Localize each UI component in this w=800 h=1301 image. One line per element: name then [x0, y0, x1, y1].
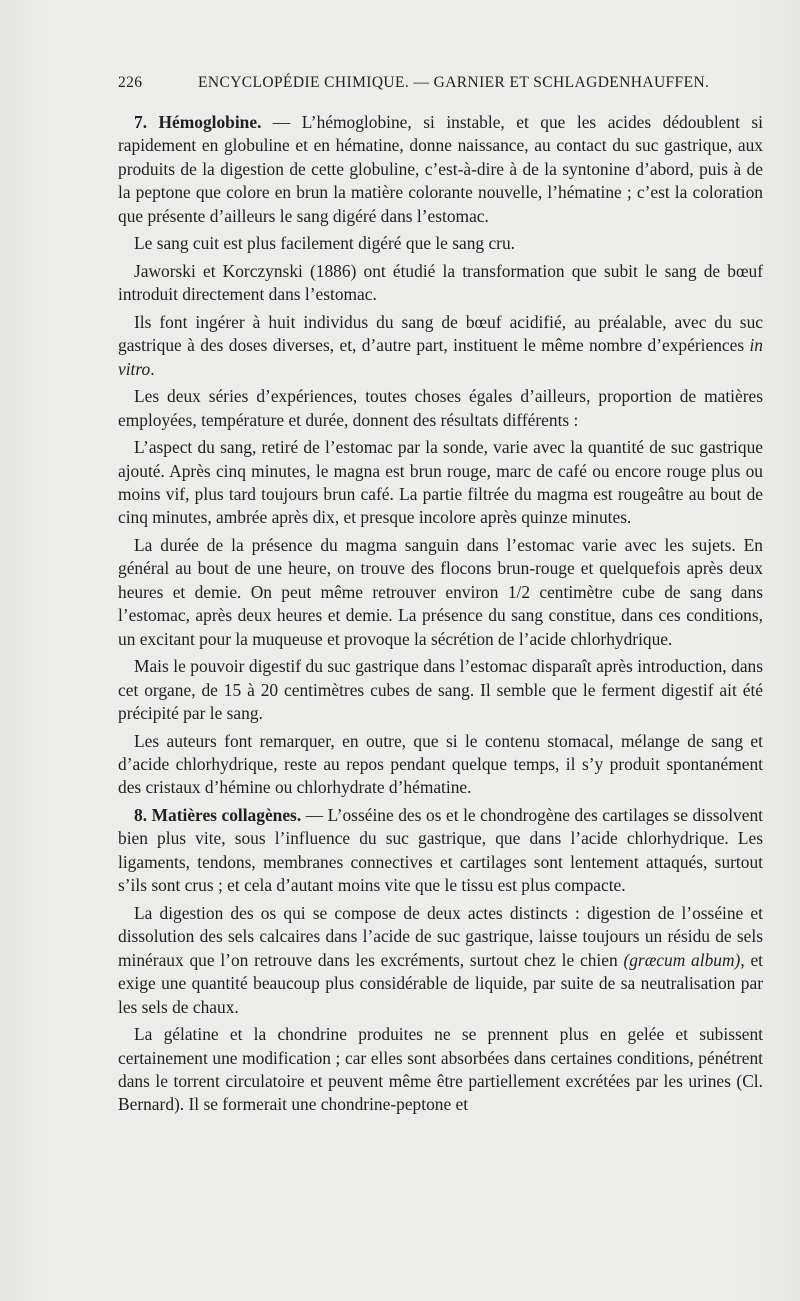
paragraph-text: La digestion des os qui se compose de deux actes distincts : digestion de l’osséine et dissolution des sels calcaires dans l’acide de suc gastrique, laisse toujours un résidu de sels minéraux que l’on retrouve dans les excréments, surtout chez le chien: [118, 902, 763, 970]
paragraph-sang-cuit: Le sang cuit est plus facilement digéré que le sang cru.: [134, 233, 516, 254]
paragraph-gelatine: La gélatine et la chondrine produites ne se prennent plus en gelée et subissent certainement une modification ; car elles sont absorbées dans certaines conditions, pénétrent dans le torrent circulatoire et peuvent même être partiellement excrétées par les urines (Cl. Bernard). Il se formerait une chondrine-peptone et: [118, 1024, 763, 1115]
paragraph-text: .: [150, 358, 155, 379]
paragraph-text: — L’osséine des os et le chondrogène des cartilages se dissolvent bien plus vite, sous l’influence du suc gastrique, que dans l’acide chlorhydrique. Les ligaments, tendons, membranes connectives et cartilages sont lentement attaqués, surtout s’ils sont crus ; et cela d’autant moins vite que le tissu est plus compacte.: [118, 805, 763, 896]
paragraph-ingestion: [118, 311, 763, 381]
italic-term: (græcum album): [623, 949, 741, 970]
paragraph-jaworski: Jaworski et Korczynski (1886) ont étudié la transformation que subit le sang de bœuf introduit directement dans l’estomac.: [118, 260, 763, 305]
paragraph-hemoglobine: [118, 111, 763, 228]
paragraph-auteurs: Les auteurs font remarquer, en outre, que si le contenu stomacal, mélange de sang et d’acide chlorhydrique, reste au repos pendant quelque temps, il s’y produit spontanément des cristaux d’hémine ou chlorhydrate d’hématine.: [118, 730, 763, 798]
paragraph-duree: La durée de la présence du magma sanguin dans l’estomac varie avec les sujets. En général au bout de une heure, on trouve des flocons brun-rouge et quelquefois après deux heures et demie. On peut même retrouver environ 1/2 centimètre cube de sang dans l’estomac, après deux heures et demie. La présence du sang constitue, dans ces conditions, un excitant pour la muqueuse et provoque la sécrétion de l’acide chlorhydrique.: [118, 535, 763, 649]
paragraph-text: , et exige une quantité beaucoup plus considérable de liquide, par suite de sa neutralisation par les sels de chaux.: [118, 949, 764, 1017]
page-header: [118, 74, 710, 98]
paragraph-matieres-collagenes: [118, 804, 763, 898]
page-number: 226: [118, 74, 143, 91]
paragraph-text: — L’hémoglobine, si instable, et que les acides dédoublent si rapidement en globuline et en hématine, donne naissance, au contact du suc gastrique, aux produits de la digestion de cette globuline, c’est-à-dire à de la syntonine d’abord, puis à de la peptone que colore en brun la matière colorante nouvelle, l’hématine ; c’est la coloration que présente d’ailleurs le sang digéré dans l’estomac.: [118, 112, 763, 226]
running-title: ENCYCLOPÉDIE CHIMIQUE. — GARNIER ET SCHLAGDENHAUFFEN.: [198, 74, 710, 91]
body-text: [118, 111, 763, 1121]
paragraph-aspect: L’aspect du sang, retiré de l’estomac par la sonde, varie avec la quantité de suc gastrique ajouté. Après cinq minutes, le magna est brun rouge, marc de café ou encore rouge plus ou moins vif, plus tard toujours brun café. La partie filtrée du magma est rougeâtre au bout de cinq minutes, ambrée après dix, et presque incolore après quinze minutes.: [118, 437, 763, 528]
italic-term: in vitro: [118, 335, 763, 379]
paragraph-series: Les deux séries d’expériences, toutes choses égales d’ailleurs, proportion de matières employées, température et durée, donnent des résultats différents :: [118, 386, 763, 430]
paragraph-text: Ils font ingérer à huit individus du sang de bœuf acidifié, au préalable, avec du suc gastrique à des doses diverses, et, d’autre part, instituent le même nombre d’expériences: [118, 311, 763, 356]
paragraph-digestion-os: [118, 902, 763, 1019]
section-title-hemoglobine: 7. Hémoglobine.: [134, 112, 262, 132]
paragraph-pouvoir-digestif: Mais le pouvoir digestif du suc gastrique dans l’estomac disparaît après introduction, dans cet organe, de 15 à 20 centimètres cubes de sang. Il semble que le ferment digestif ait été précipité par le sang.: [118, 656, 763, 724]
section-title-collagenes: 8. Matières collagènes.: [134, 805, 302, 826]
